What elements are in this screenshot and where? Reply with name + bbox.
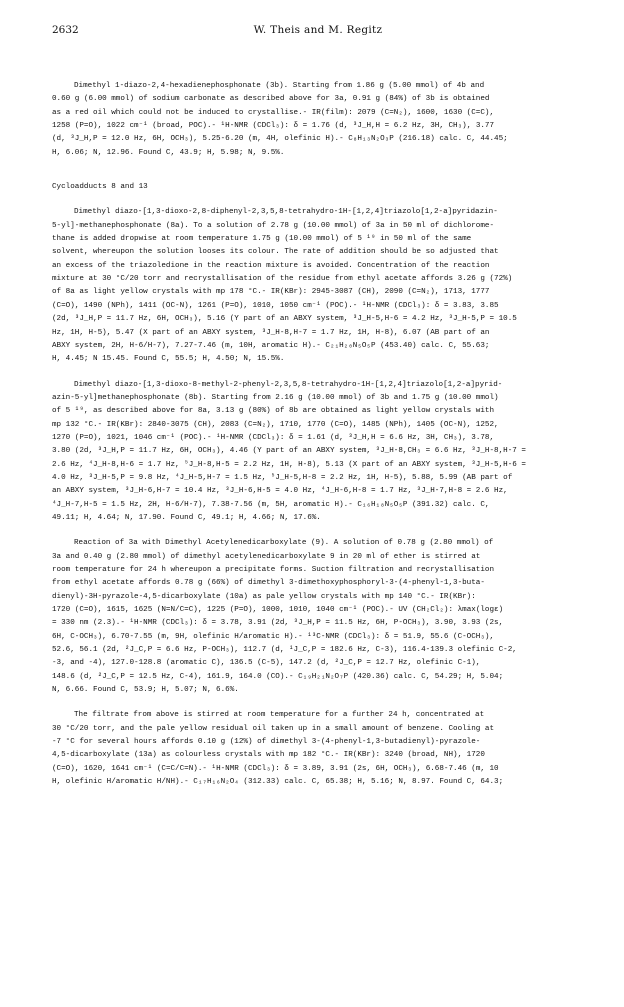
- text-line: 1258 (P=O), 1022 cm⁻¹ (broad, POC).- ¹H-NMR (CDCl₃): δ = 1.76 (d, ³J_H,H = 6.2 Hz, 3H, CH₃), 3.77: [52, 122, 495, 131]
- text-line: an excess of the triazoledione in the reaction mixture is avoided. Concentration of the reaction: [52, 261, 490, 270]
- paragraph-compound-8a: [52, 206, 584, 366]
- text-line: 6H, C-OCH₃), 6.70-7.55 (m, 9H, olefinic H/aromatic H).- ¹³C-NMR (CDCl₃): δ = 51.9, 55.6 (C-OCH₃),: [52, 632, 495, 641]
- text-line: 0.60 g (6.00 mmol) of sodium carbonate as described above for 3a, 0.91 g (84%) of 3b is obtained: [52, 95, 490, 104]
- section-heading-cycloadducts: Cycloadducts 8 and 13: [52, 183, 148, 192]
- text-line: Dimethyl 1-diazo-2,4-hexadienephosphonate (3b). Starting from 1.86 g (5.00 mmol) of 4b and: [74, 82, 485, 90]
- text-line: 30 °C/20 torr, and the pale yellow residual oil taken up in a small amount of benzene. Cooling at: [52, 724, 495, 733]
- text-line: 1720 (C=O), 1615, 1625 (N=N/C=C), 1225 (P=O), 1000, 1010, 1040 cm⁻¹ (POC).- UV (CH₂Cl₂): λmax(logε): [52, 606, 504, 615]
- text-line: Reaction of 3a with Dimethyl Acetylenedicarboxylate (9). A solution of 0.78 g (2.80 mmol) of: [74, 539, 494, 548]
- text-line: 3a and 0.40 g (2.80 mmol) of dimethyl acetylenedicarboxylate 9 in 20 ml of ether is stirred at: [52, 552, 481, 561]
- text-line: (d, ³J_H,P = 12.0 Hz, 6H, OCH₃), 5.25-6.20 (m, 4H, olefinic H).- C₈H₁₃N₂O₃P (216.18) calc. C, 44.45;: [52, 135, 508, 144]
- text-line: 49.11; H, 4.64; N, 17.90. Found C, 49.1; H, 4.66; N, 17.6%.: [52, 513, 321, 522]
- text-line: = 330 nm (2.3).- ¹H-NMR (CDCl₃): δ = 3.78, 3.91 (2d, ³J_H,P = 11.5 Hz, 6H, P-OCH₃), 3.90, 3.93 (2s,: [52, 619, 504, 628]
- text-line: H, 6.06; N, 12.96. Found C, 43.9; H, 5.98; N, 9.5%.: [52, 148, 285, 157]
- text-line: (C=O), 1490 (NPh), 1411 (OC-N), 1261 (P=O), 1010, 1050 cm⁻¹ (POC).- ¹H-NMR (CDCl₃): δ = 3.83, 3.85: [52, 301, 499, 310]
- text-line: N, 6.66. Found C, 53.9; H, 5.07; N, 6.6%.: [52, 686, 239, 695]
- text-line: room temperature for 24 h whereupon a precipitate forms. Suction filtration and recrystallisation: [52, 566, 495, 574]
- page-number: 2632: [52, 24, 79, 36]
- text-line: ⁴J_H-7,H-5 = 1.5 Hz, 2H, H-6/H-7), 7.38-7.56 (m, 5H, aromatic H).- C₁₆H₁₈N₅O₅P (391.32) calc. C,: [52, 500, 490, 509]
- paragraph-compound-8b: [52, 379, 584, 526]
- paragraph-filtrate-13a: [52, 709, 584, 789]
- text-line: 1270 (P=O), 1021, 1046 cm⁻¹ (POC).- ¹H-NMR (CDCl₃): δ = 1.61 (d, ³J_H,H = 6.6 Hz, 3H, CH₃), 3.78,: [52, 433, 495, 442]
- paragraph-reaction-3a-dmad: [52, 537, 584, 697]
- text-line: The filtrate from above is stirred at room temperature for a further 24 h, concentrated at: [74, 711, 485, 720]
- text-line: H, 4.45; N 15.45. Found C, 55.5; H, 4.50; N, 15.5%.: [52, 355, 285, 364]
- text-line: (C=O), 1620, 1641 cm⁻¹ (C=C/C=N).- ¹H-NMR (CDCl₃): δ = 3.89, 3.91 (2s, 6H, OCH₃), 6.68-7.46 (m, 10: [52, 764, 499, 773]
- text-line: 52.6, 56.1 (2d, ²J_C,P = 6.6 Hz, P-OCH₃), 112.7 (d, ¹J_C,P = 182.6 Hz, C-3), 116.4-139.3 olefinic C-2,: [52, 646, 517, 655]
- text-line: 148.6 (d, ²J_C,P = 12.5 Hz, C-4), 161.9, 164.0 (CO).- C₁₉H₂₁N₂O₇P (420.36) calc. C, 54.29; H, 5.04;: [52, 672, 504, 681]
- paragraph-dimethyl-hexadienephosphonate: [52, 80, 584, 160]
- text-line: dienyl)-3H-pyrazole-4,5-dicarboxylate (10a) as pale yellow crystals with mp 140 °C.- IR(KBr):: [52, 592, 476, 601]
- text-line: 5-yl]-methanephosphonate (8a). To a solution of 2.78 g (10.00 mmol) of 3a in 50 ml of dichlorome-: [52, 221, 495, 230]
- text-line: Dimethyl diazo-[1,3-dioxo-2,8-diphenyl-2,3,5,8-tetrahydro-1H-[1,2,4]triazolo[1,2-a]pyridazin-: [74, 208, 498, 217]
- text-line: mp 132 °C.- IR(KBr): 2840-3075 (CH), 2083 (C=N₂), 1710, 1770 (C=O), 1485 (NPh), 1405 (OC-N), 1252,: [52, 420, 499, 429]
- text-line: mixture at 30 °C/20 torr and recrystallisation of the residue from ethyl acetate affords 3.26 g (72%): [52, 275, 513, 284]
- text-line: ABXY system, 2H, H-6/H-7), 7.27-7.46 (m, 10H, aromatic H).- C₂₁H₂₀N₅O₅P (453.40) calc. C, 55.63;: [52, 341, 490, 350]
- text-line: -3, and -4), 127.0-128.8 (aromatic C), 136.5 (C-5), 147.2 (d, ²J_C,P = 12.7 Hz, olefinic C-1),: [52, 659, 481, 668]
- text-line: Hz, 1H, H-5), 5.47 (X part of an ABXY system, ³J_H-8,H-7 = 1.7 Hz, 1H, H-8), 6.07 (AB part of an: [52, 328, 490, 337]
- text-line: 4.0 Hz, ³J_H-5,P = 9.8 Hz, ⁴J_H-5,H-7 = 1.5 Hz, ⁵J_H-5,H-8 = 2.2 Hz, 1H, H-5), 5.88, 5.99 (AB part of: [52, 473, 513, 482]
- text-line: H, olefinic H/aromatic H/NH).- C₁₇H₁₆N₂O₄ (312.33) calc. C, 65.38; H, 5.16; N, 8.97. Found C, 64.3;: [52, 778, 504, 787]
- text-line: Dimethyl diazo-[1,3-dioxo-8-methyl-2-phenyl-2,3,5,8-tetrahydro-1H-[1,2,4]triazolo[1,2-a]pyrid-: [74, 380, 503, 389]
- text-line: (2d, ³J_H,P = 11.7 Hz, 6H, OCH₃), 5.16 (Y part of an ABXY system, ³J_H-5,H-6 = 4.2 Hz, ³J_H-5,P = 10.5: [52, 315, 517, 324]
- article-body: [52, 80, 584, 790]
- text-line: 4,5-dicarboxylate (13a) as colourless crystals with mp 182 °C.- IR(KBr): 3240 (broad, NH), 1720: [52, 751, 485, 760]
- text-line: azin-5-yl]methanephosphonate (8b). Starting from 2.16 g (10.00 mmol) of 3b and 1.75 g (10.00 mmol): [52, 393, 499, 402]
- text-line: 2.6 Hz, ⁴J_H-8,H-6 = 1.7 Hz, ⁵J_H-8,H-5 = 2.2 Hz, 1H, H-8), 5.13 (X part of an ABXY system, ³J_H-5,H-6 =: [52, 460, 526, 469]
- text-line: -7 °C for several hours affords 0.10 g (12%) of dimethyl 3-(4-phenyl-1,3-butadienyl)-pyrazole-: [52, 738, 481, 747]
- text-line: 3.80 (2d, ³J_H,P = 11.7 Hz, 6H, OCH₃), 4.46 (Y part of an ABXY system, ³J_H-8,CH₃ = 6.6 Hz, ³J_H-8,H-7 =: [52, 447, 526, 456]
- text-line: from ethyl acetate affords 0.78 g (66%) of dimethyl 3-dimethoxyphosphoryl-3-(4-phenyl-1,3-buta-: [52, 579, 485, 588]
- running-head: W. Theis and M. Regitz: [253, 24, 383, 36]
- text-line: as a red oil which could not be induced to crystallise.- IR(film): 2079 (C=N₂), 1600, 1630 (C=C),: [52, 108, 495, 117]
- text-line: thane is added dropwise at room temperature 1.75 g (10.00 mmol) of 5 ¹⁹ in 50 ml of the same: [52, 235, 472, 244]
- text-line: solvent, whereupon the solution looses its colour. The rate of addition should be so adjusted that: [52, 248, 499, 257]
- text-line: of 5 ¹⁹, as described above for 8a, 3.13 g (80%) of 8b are obtained as light yellow crystals with: [52, 407, 495, 416]
- text-line: of 8a as light yellow crystals with mp 178 °C.- IR(KBr): 2945-3087 (CH), 2090 (C=N₂), 1713, 1777: [52, 288, 490, 297]
- text-line: an ABXY system, ³J_H-6,H-7 = 10.4 Hz, ³J_H-6,H-5 = 4.0 Hz, ⁴J_H-6,H-8 = 1.7 Hz, ³J_H-7,H-8 = 2.6 Hz,: [52, 487, 508, 496]
- page-header: [52, 24, 584, 40]
